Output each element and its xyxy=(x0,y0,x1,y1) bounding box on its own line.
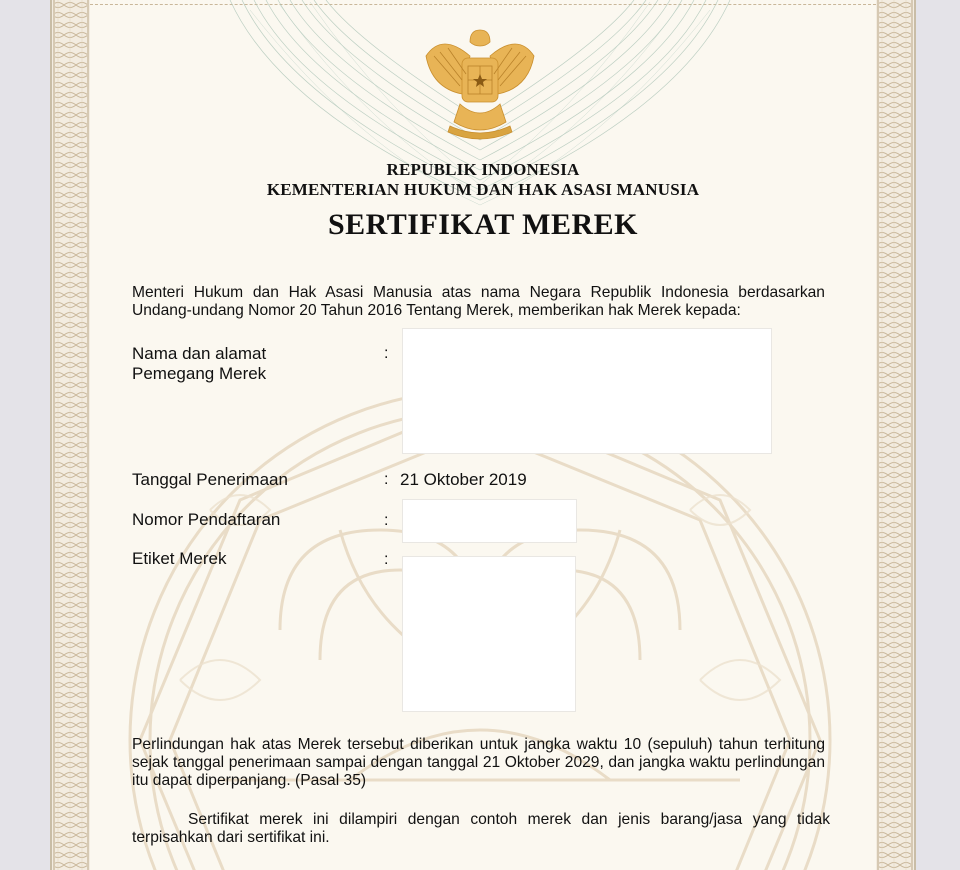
registration-number-redacted-box xyxy=(402,499,577,543)
certificate-page xyxy=(50,0,916,870)
holder-redacted-box xyxy=(402,328,772,454)
holder-label: Nama dan alamat xyxy=(132,344,267,363)
country-heading: REPUBLIK INDONESIA xyxy=(386,160,580,179)
registration-number-label: Nomor Pendaftaran xyxy=(132,510,281,529)
receipt-date-value: 21 Oktober 2019 xyxy=(400,470,527,489)
garuda-emblem-icon xyxy=(420,22,540,144)
mark-label-redacted-box xyxy=(402,556,576,712)
receipt-date-label: Tanggal Penerimaan xyxy=(132,470,288,489)
document-title: SERTIFIKAT MEREK xyxy=(327,208,639,241)
decorative-border-left xyxy=(52,0,90,870)
decorative-border-right xyxy=(876,0,914,870)
registration-number-separator: : xyxy=(384,512,389,529)
holder-label-line2: Pemegang Merek xyxy=(132,364,267,383)
attachment-paragraph: Sertifikat merek ini dilampiri dengan contoh merek dan jenis barang/jasa yang tidak terpisahkan dari sertifikat ini. xyxy=(132,811,830,846)
ministry-heading: KEMENTERIAN HUKUM DAN HAK ASASI MANUSIA xyxy=(266,180,700,199)
protection-paragraph: Perlindungan hak atas Merek tersebut diberikan untuk jangka waktu 10 (sepuluh) tahun terhitung sejak tanggal penerimaan sampai dengan tanggal 21 Oktober 2029, dan jangka waktu perlindungan itu dapat diperpanjang. (Pasal 35) xyxy=(132,736,825,789)
intro-paragraph: Menteri Hukum dan Hak Asasi Manusia atas nama Negara Republik Indonesia berdasarkan Undang-undang Nomor 20 Tahun 2016 Tentang Merek, memberikan hak Merek kepada: xyxy=(132,284,825,319)
mark-label-separator: : xyxy=(384,551,389,568)
holder-separator: : xyxy=(384,345,389,362)
receipt-date-separator: : xyxy=(384,471,389,488)
mark-label-label: Etiket Merek xyxy=(132,549,227,568)
